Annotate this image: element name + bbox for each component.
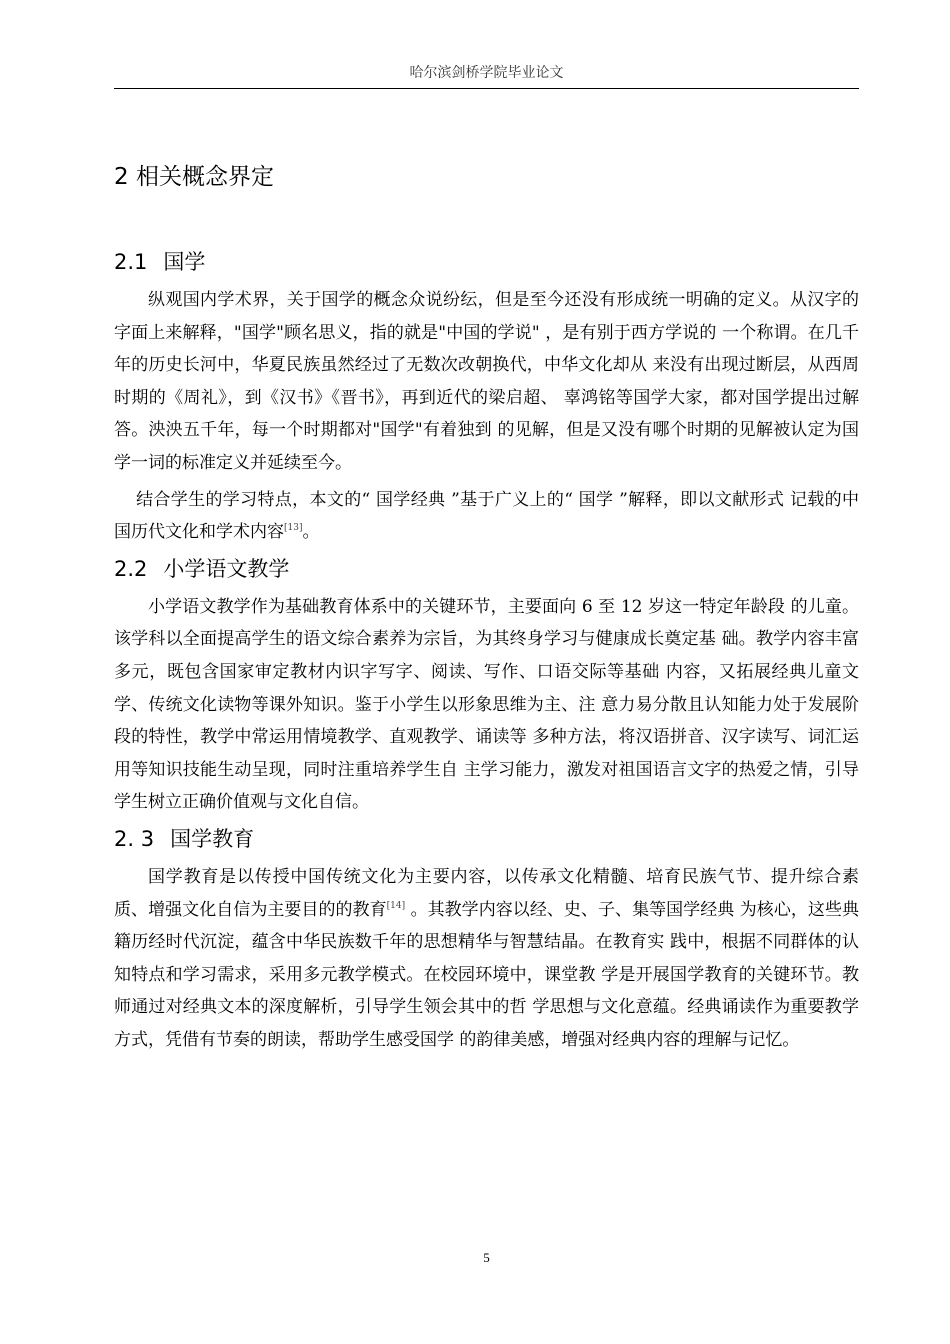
section-title: 国学 — [163, 250, 206, 274]
paragraph-tail: 。 — [302, 522, 320, 543]
section-2-3 — [114, 823, 859, 1057]
paragraph — [114, 861, 859, 1057]
section-heading — [114, 246, 859, 278]
page-content — [114, 150, 859, 1060]
section-number: 2.2 — [114, 556, 148, 581]
paragraph: 纵观国内学术界，关于国学的概念众说纷纭，但是至今还没有形成统一明确的定义。从汉字的字面上来解释，"国学"顾名思义，指的就是"中国的学说" ，是有别于西方学说的 一个称谓。在几千年的历史长河中，华夏民族虽然经过了无数次改朝换代，中华文化却从 来没有出现过断层，从西周时期的《周礼》，到《汉书》《晋书》，再到近代的梁启超、 辜鸿铭等国学大家，都对国学提出过解答。泱泱五千年，每一个时期都对"国学"有着独到 的见解，但是又没有哪个时期的见解被认定为国学一词的标准定义并延续至今。 — [114, 290, 859, 473]
running-header: 哈尔滨剑桥学院毕业论文 — [409, 66, 564, 81]
page-number: 5 — [483, 1250, 490, 1265]
paragraph-text: 国学教育是以传授中国传统文化为主要内容，以传承文化精髓、培育民族气节、提升综合素质、增强文化自信为主要目的的教育 — [114, 866, 859, 920]
section-heading — [114, 553, 859, 585]
section-title: 国学教育 — [170, 826, 255, 851]
chapter-heading: 2 相关概念界定 — [114, 164, 274, 190]
paragraph-text: 结合学生的学习特点，本文的“ 国学经典 ”基于广义上的“ 国学 ”解释，即以文献形式 记载的中国历代文化和学术内容 — [114, 489, 859, 543]
header-rule — [114, 88, 859, 89]
section-2-2 — [114, 553, 859, 819]
section-2-1 — [114, 246, 859, 549]
section-title: 小学语文教学 — [163, 556, 290, 581]
citation-ref: [14] — [386, 900, 406, 911]
section-heading — [114, 823, 859, 855]
section-number: 2. 3 — [114, 826, 155, 851]
paragraph: 小学语文教学作为基础教育体系中的关键环节，主要面向 6 至 12 岁这一特定年龄段 的儿童。该学科以全面提高学生的语文综合素养为宗旨，为其终身学习与健康成长奠定基 础。教学内容丰富多元，既包含国家审定教材内识字写字、阅读、写作、口语交际等基础 内容，又拓展经典儿童文学、传统文化读物等课外知识。鉴于小学生以形象思维为主、注 意力易分散且认知能力处于发展阶段的特性，教学中常运用情境教学、直观教学、诵读等 多种方法，将汉语拼音、汉字读写、词汇运用等知识技能生动呈现，同时注重培养学生自 主学习能力，激发对祖国语言文字的热爱之情，引导学生树立正确价值观与文化自信。 — [114, 596, 859, 813]
paragraph-tail: 。其教学内容以经、史、子、集等国学经典 为核心，这些典籍历经时代沉淀，蕴含中华民族数千年的思想精华与智慧结晶。在教育实 践中，根据不同群体的认知特点和学习需求，采用多元教学模式。在校园环境中，课堂教 学是开展国学教育的关键环节。教师通过对经典文本的深度解析，引导学生领会其中的哲 学思想与文化意蕴。经典诵读作为重要教学方式，凭借有节奏的朗读，帮助学生感受国学 的韵律美感，增强对经典内容的理解与记忆。 — [114, 899, 860, 1050]
paragraph — [114, 484, 859, 549]
section-number: 2.1 — [114, 250, 148, 274]
citation-ref: [13] — [284, 523, 303, 534]
